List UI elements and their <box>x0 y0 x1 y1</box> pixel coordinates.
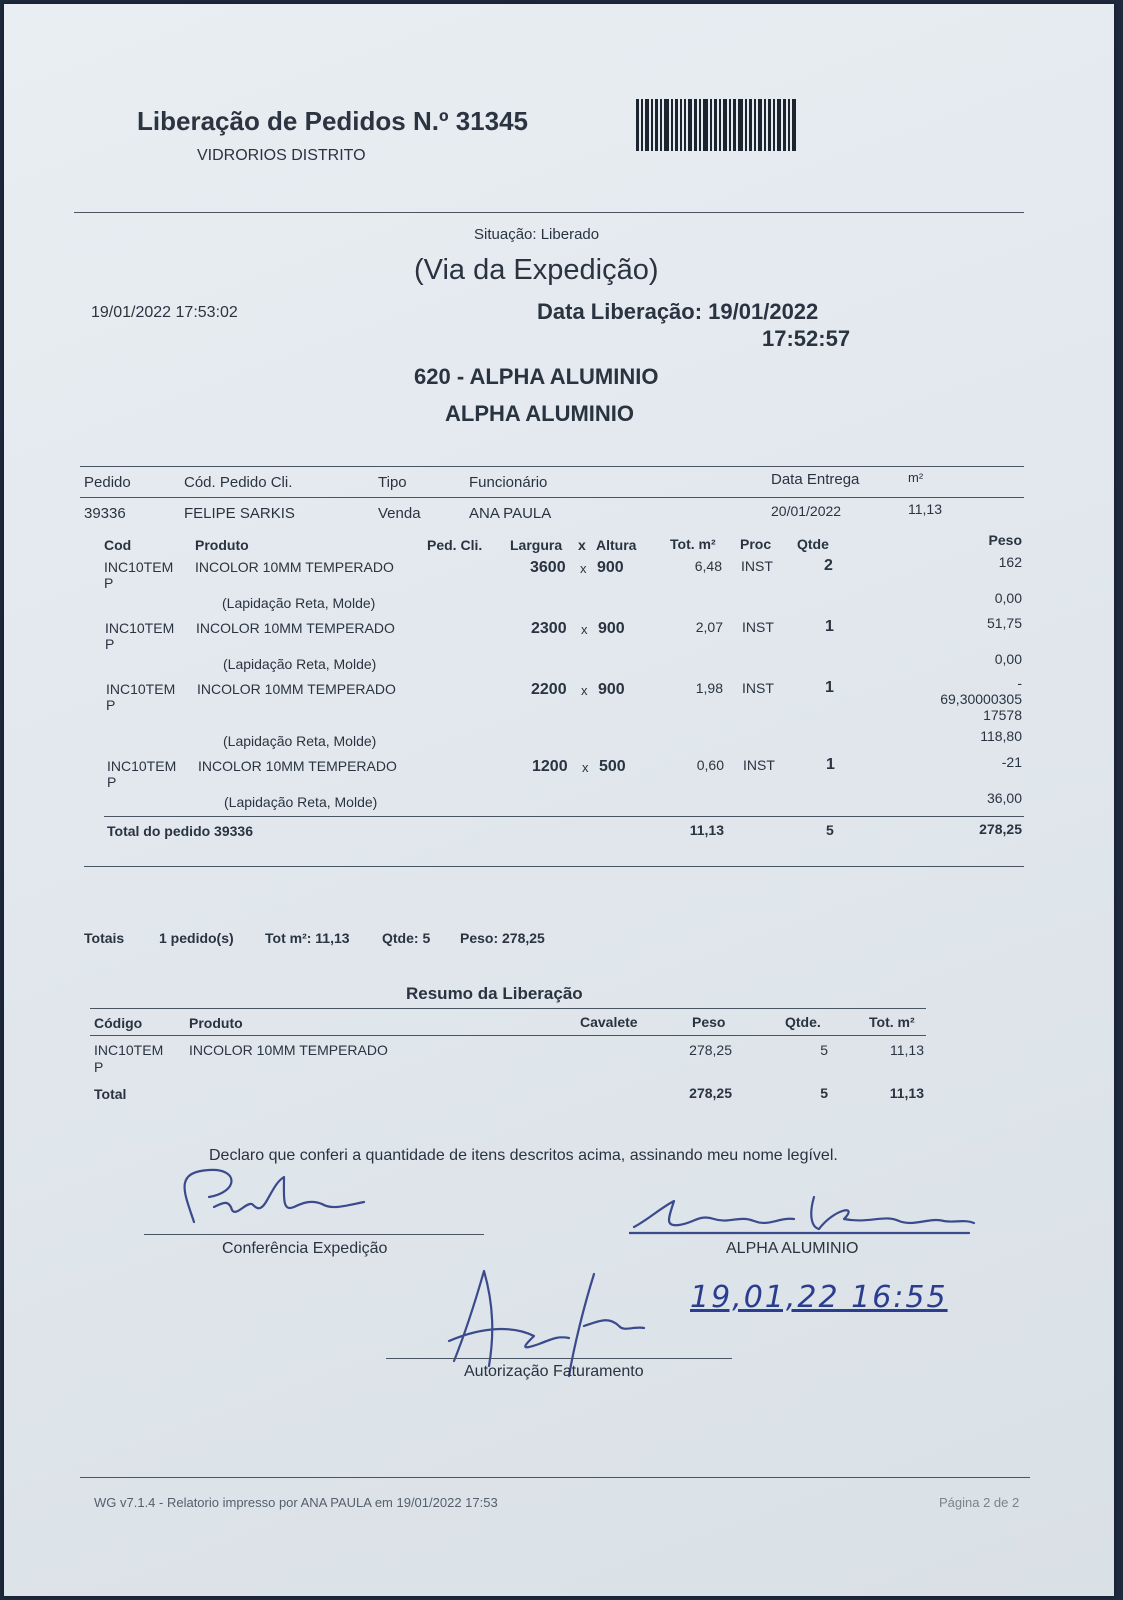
item-tot-m2: 2,07 <box>695 619 723 635</box>
item-tot-m2: 1,98 <box>695 680 723 696</box>
order-total-qtde: 5 <box>826 822 834 838</box>
handwritten-date: 19,01,22 16:55 <box>690 1280 948 1315</box>
item-acabamento-peso: 0,00 <box>994 651 1022 667</box>
item-cod-cont: P <box>104 575 114 591</box>
item-acabamento-peso: 0,00 <box>994 590 1022 606</box>
signature-line-autorizacao <box>386 1358 732 1359</box>
resumo-row-tot-m2: 11,13 <box>890 1042 924 1058</box>
resumo-row-codigo: INC10TEM <box>94 1042 164 1058</box>
item-cod-cont: P <box>105 636 115 652</box>
resumo-header-line <box>90 1035 926 1036</box>
items-col-peso: Peso <box>988 532 1022 548</box>
totais-label: Totais <box>84 930 125 946</box>
hora-liberacao: 17:52:57 <box>762 326 851 351</box>
items-col-cod: Cod <box>104 537 132 553</box>
item-proc: INST <box>742 680 774 696</box>
signature-line-conferencia <box>144 1234 484 1235</box>
footer-divider <box>80 1477 1030 1478</box>
item-largura: 2300 <box>531 620 567 637</box>
col-data-entrega: Data Entrega <box>771 471 860 488</box>
totais-pedidos: 1 pedido(s) <box>159 930 234 946</box>
items-col-produto: Produto <box>195 537 249 553</box>
resumo-col-cavalete: Cavalete <box>580 1014 638 1030</box>
item-x: x <box>581 622 588 637</box>
item-qtde: 1 <box>826 756 835 773</box>
footer-page-number: Página 2 de 2 <box>939 1495 1020 1510</box>
header-divider <box>74 212 1024 213</box>
footer-report-info: WG v7.1.4 - Relatorio impresso por ANA PAULA em 19/01/2022 17:53 <box>94 1495 498 1510</box>
items-col-x: x <box>578 537 586 553</box>
item-peso-line: - <box>1017 675 1022 691</box>
items-col-ped-cli: Ped. Cli. <box>427 537 483 553</box>
situacao-label: Situação: Liberado <box>474 226 600 243</box>
pedido-value: 39336 <box>84 505 126 522</box>
totais-qtde: Qtde: 5 <box>382 930 431 946</box>
item-altura: 900 <box>598 681 625 698</box>
resumo-title: Resumo da Liberação <box>406 984 583 1003</box>
order-total-line <box>104 816 1024 817</box>
item-tot-m2: 6,48 <box>694 558 722 574</box>
items-col-largura: Largura <box>510 537 563 553</box>
item-altura: 500 <box>599 758 626 775</box>
funcionario-value: ANA PAULA <box>469 505 552 522</box>
section-divider <box>84 866 1024 867</box>
col-cod-pedido-cli: Cód. Pedido Cli. <box>184 474 293 491</box>
barcode <box>636 99 798 151</box>
item-cod: INC10TEM <box>106 681 176 697</box>
order-header-line <box>80 497 1024 498</box>
item-acabamento: (Lapidação Reta, Molde) <box>223 656 377 672</box>
order-total-peso: 278,25 <box>979 821 1022 837</box>
client-code-name: 620 - ALPHA ALUMINIO <box>414 364 659 389</box>
via-label: (Via da Expedição) <box>414 254 659 286</box>
resumo-row-codigo-cont: P <box>94 1059 104 1075</box>
item-produto: INCOLOR 10MM TEMPERADO <box>197 681 396 697</box>
resumo-total-label: Total <box>94 1086 127 1102</box>
item-qtde: 2 <box>824 557 833 574</box>
resumo-col-produto: Produto <box>189 1015 243 1031</box>
resumo-col-codigo: Código <box>94 1015 143 1031</box>
item-cod: INC10TEM <box>105 620 175 636</box>
resumo-row-peso: 278,25 <box>689 1042 732 1058</box>
resumo-row-produto: INCOLOR 10MM TEMPERADO <box>189 1042 388 1058</box>
item-x: x <box>582 760 589 775</box>
signature-client <box>629 1189 979 1239</box>
resumo-col-qtde: Qtde. <box>785 1014 821 1030</box>
resumo-top-line <box>90 1008 926 1009</box>
item-cod: INC10TEM <box>104 559 174 575</box>
item-peso-line: 69,30000305 <box>940 691 1022 707</box>
data-liberacao: Data Liberação: 19/01/2022 <box>537 299 819 324</box>
resumo-total-peso: 278,25 <box>689 1085 732 1101</box>
order-table-top-line <box>80 466 1024 467</box>
item-peso: 51,75 <box>986 615 1022 631</box>
item-tot-m2: 0,60 <box>696 757 724 773</box>
item-largura: 3600 <box>530 559 566 576</box>
item-produto: INCOLOR 10MM TEMPERADO <box>196 620 395 636</box>
item-cod: INC10TEM <box>107 758 177 774</box>
item-altura: 900 <box>597 559 624 576</box>
data-entrega-value: 20/01/2022 <box>771 503 842 519</box>
item-x: x <box>581 683 588 698</box>
resumo-total-tot-m2: 11,13 <box>889 1085 924 1101</box>
items-col-tot-m2: Tot. m² <box>670 536 716 552</box>
company-name: VIDRORIOS DISTRITO <box>197 147 366 164</box>
signature-conferencia <box>154 1162 394 1232</box>
item-x: x <box>580 561 587 576</box>
col-pedido: Pedido <box>84 474 131 491</box>
tipo-value: Venda <box>378 505 421 522</box>
print-datetime: 19/01/2022 17:53:02 <box>91 304 238 321</box>
resumo-total-qtde: 5 <box>820 1085 828 1101</box>
item-produto: INCOLOR 10MM TEMPERADO <box>198 758 397 774</box>
totais-m2: Tot m²: 11,13 <box>265 930 350 946</box>
totais-peso: Peso: 278,25 <box>460 930 545 946</box>
item-peso: -21 <box>1001 754 1022 770</box>
signature-label-conferencia: Conferência Expedição <box>222 1240 388 1257</box>
item-cod-cont: P <box>106 697 116 713</box>
signature-label-autorizacao: Autorização Faturamento <box>464 1363 644 1380</box>
item-acabamento-peso: 118,80 <box>980 728 1022 744</box>
document-title: Liberação de Pedidos N.º 31345 <box>137 106 528 136</box>
resumo-col-tot-m2: Tot. m² <box>869 1014 915 1030</box>
item-peso-line: 17578 <box>983 707 1022 723</box>
signature-label-client: ALPHA ALUMINIO <box>726 1240 859 1257</box>
cod-pedido-cli-value: FELIPE SARKIS <box>184 505 295 522</box>
col-m2: m² <box>908 470 924 485</box>
item-peso: 162 <box>998 554 1022 570</box>
item-acabamento-peso: 36,00 <box>986 790 1022 806</box>
order-total-label: Total do pedido 39336 <box>107 823 253 839</box>
item-qtde: 1 <box>825 618 834 635</box>
items-col-altura: Altura <box>596 537 637 553</box>
item-acabamento: (Lapidação Reta, Molde) <box>223 733 377 749</box>
item-cod-cont: P <box>107 774 117 790</box>
resumo-col-peso: Peso <box>692 1014 726 1030</box>
col-funcionario: Funcionário <box>469 474 548 491</box>
item-acabamento: (Lapidação Reta, Molde) <box>222 595 376 611</box>
item-largura: 1200 <box>532 758 568 775</box>
document-page <box>4 4 1114 1596</box>
m2-value: 11,13 <box>908 501 942 517</box>
order-total-m2: 11,13 <box>689 822 724 838</box>
item-produto: INCOLOR 10MM TEMPERADO <box>195 559 394 575</box>
item-proc: INST <box>741 558 773 574</box>
col-tipo: Tipo <box>378 474 407 491</box>
client-name: ALPHA ALUMINIO <box>445 401 635 426</box>
item-acabamento: (Lapidação Reta, Molde) <box>224 794 378 810</box>
declaration-text: Declaro que conferi a quantidade de itens descritos acima, assinando meu nome legível. <box>209 1147 838 1164</box>
item-largura: 2200 <box>531 681 567 698</box>
item-qtde: 1 <box>825 679 834 696</box>
item-altura: 900 <box>598 620 625 637</box>
resumo-row-qtde: 5 <box>820 1042 828 1058</box>
item-proc: INST <box>742 619 774 635</box>
items-col-proc: Proc <box>740 536 772 552</box>
items-col-qtde: Qtde <box>797 536 829 552</box>
item-proc: INST <box>743 757 775 773</box>
